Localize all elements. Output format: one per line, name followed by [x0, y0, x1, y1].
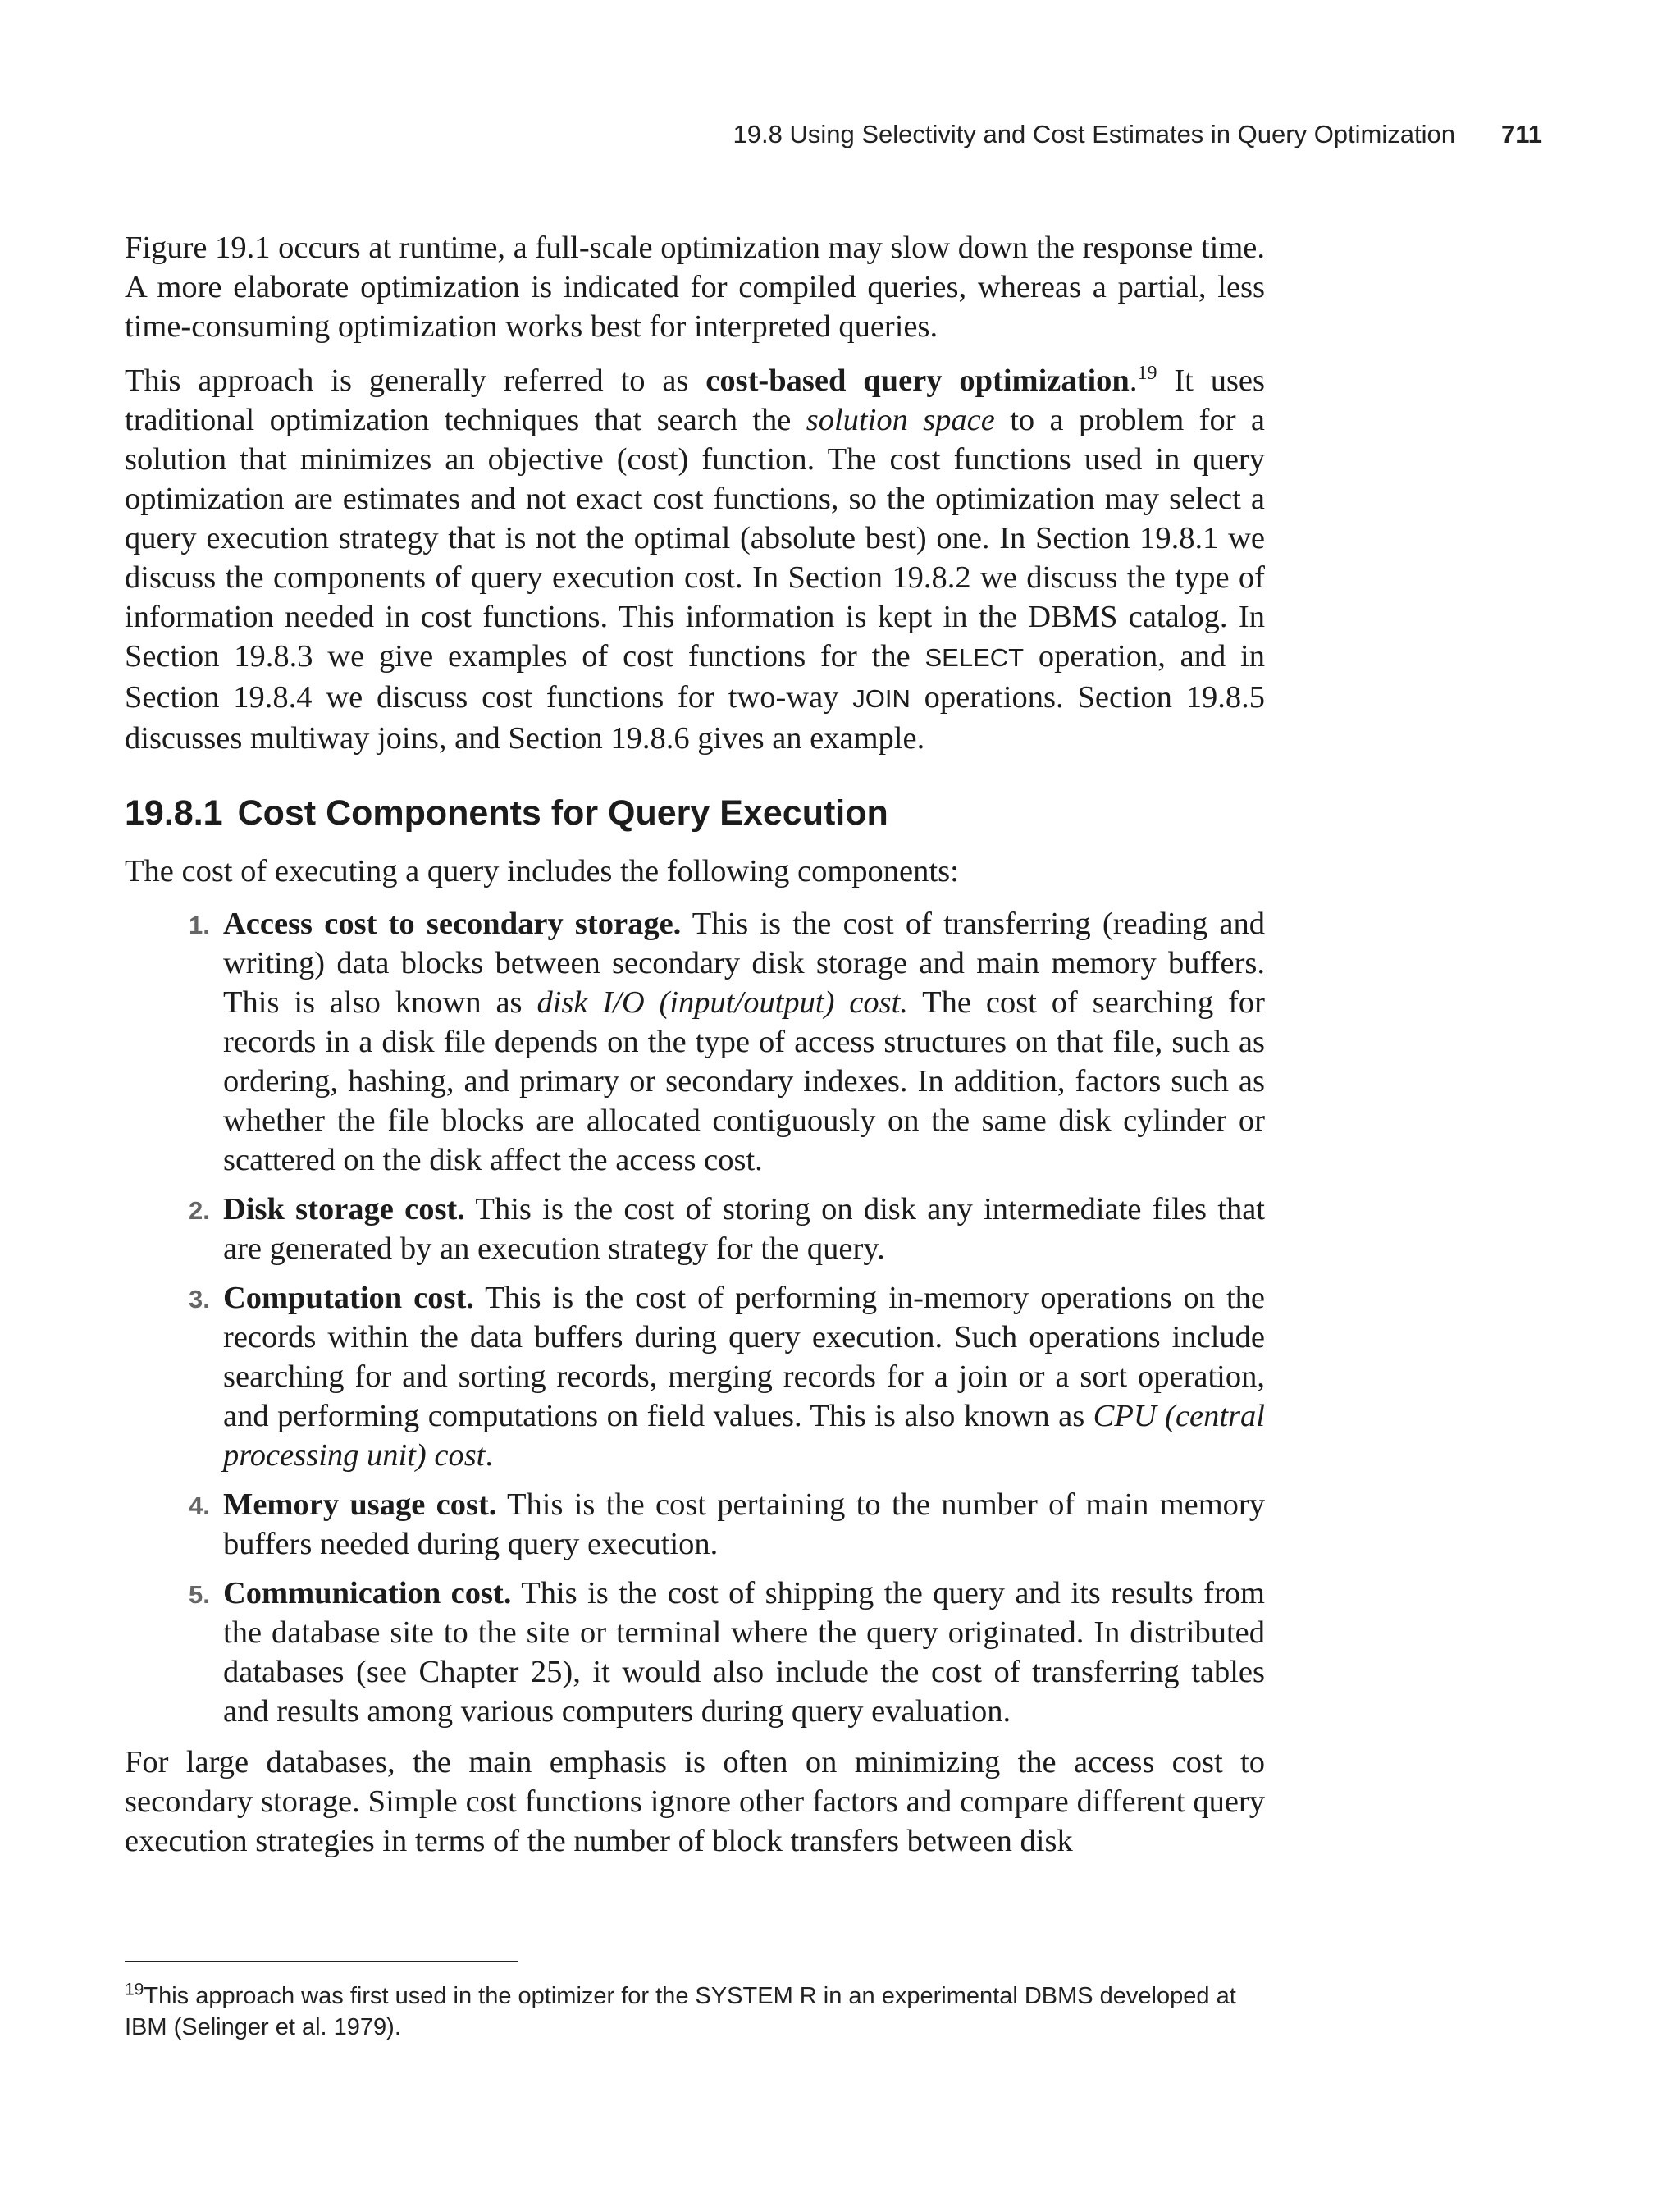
- intro-line: The cost of executing a query includes the following components:: [125, 854, 959, 889]
- item-number: 2.: [189, 1196, 210, 1225]
- item-number: 4.: [189, 1492, 210, 1520]
- closing-paragraph: For large databases, the main emphasis is often on minimizing the access cost to secondary storage. Simple cost functions ignore other factors and compare different query execution strategies in terms of the number of block transfers between disk: [125, 1745, 1265, 1858]
- emphasis: CPU (central processing unit) cost: [223, 1399, 1265, 1473]
- cost-components-list: [125, 904, 1265, 1731]
- section-title: Cost Components for Query Execution: [237, 793, 888, 833]
- footnote: [125, 1980, 1265, 2043]
- running-head: [0, 120, 1542, 149]
- running-title: 19.8 Using Selectivity and Cost Estimates in Query Optimization: [733, 120, 1455, 148]
- section-heading: [125, 793, 1265, 834]
- list-item: 2. Disk storage cost. This is the cost of storing on disk any intermediate files that are generated by an execution strategy for the query.: [189, 1192, 1265, 1266]
- list-item: 5. Communication cost. This is the cost of shipping the query and its results from the database site to the site or terminal where the query originated. In distributed databases (see Chapter 25), it would also include the cost of transferring tables and results among various computers during query evaluation.: [189, 1576, 1265, 1729]
- item-title: Communication cost.: [223, 1576, 512, 1610]
- footnote-number: 19: [125, 1980, 144, 1999]
- footnote-reference[interactable]: 19: [1137, 363, 1157, 385]
- item-title: Computation cost.: [223, 1281, 474, 1315]
- operation-name: SELECT: [924, 643, 1025, 672]
- item-number: 1.: [189, 911, 210, 939]
- item-title: Memory usage cost.: [223, 1487, 497, 1522]
- paragraph-2: This approach is generally referred to as cost-based query optimization.$^{19}$ It uses traditional optimization techniques that search the solution space to a problem for a solution that minimizes an objective (cost) function. The cost functions used in query optimization are estimates and not exact cost functions, so the optimization may select a query execution strategy that is not the optimal (absolute best) one. In Section 19.8.1 we discuss the components of query execution cost. In Section 19.8.2 we discuss the type of information needed in cost functions. This information is kept in the DBMS catalog. In Section 19.8.3 we give examples of cost functions for the SELECT operation, and in Section 19.8.4 we discuss cost functions for two-way JOIN operations. Section 19.8.5 discusses multiway joins, and Section 19.8.6 gives an example.: [125, 363, 1265, 756]
- page-number: 711: [1500, 120, 1542, 148]
- list-item: 3. Computation cost. This is the cost of performing in-memory operations on the records within the data buffers during query execution. Such operations include searching for and sorting records, merging records for a join or a sort operation, and performing computations on field values. This is also known as CPU (central processing unit) cost.: [189, 1281, 1265, 1473]
- item-title: Disk storage cost.: [223, 1192, 465, 1227]
- list-item: 1. Access cost to secondary storage. This is the cost of transferring (reading and writing) data blocks between secondary disk storage and main memory buffers. This is also known as disk I/O (input/output) cost. The cost of searching for records in a disk file depends on the type of access structures on that file, such as ordering, hashing, and primary or secondary indexes. In addition, factors such as whether the file blocks are allocated contiguously on the same disk cylinder or scattered on the disk affect the access cost.: [189, 907, 1265, 1177]
- list-item: 4. Memory usage cost. This is the cost pertaining to the number of main memory buffers needed during query execution.: [189, 1487, 1265, 1561]
- main-text: [125, 228, 1265, 1861]
- emphasis: disk I/O (input/output) cost.: [536, 985, 908, 1020]
- item-number: 3.: [189, 1285, 210, 1313]
- item-number: 5.: [189, 1580, 210, 1609]
- footnote-divider: [125, 1961, 518, 1962]
- emphasis: solution space: [806, 403, 995, 437]
- footnote-text: This approach was first used in the optimizer for the SYSTEM R in an experimental DBMS developed at IBM (Selinger et al. 1979).: [125, 1983, 1236, 2040]
- section-number: 19.8.1: [125, 793, 223, 833]
- operation-name: JOIN: [852, 684, 911, 713]
- key-term: cost-based query optimization: [705, 363, 1130, 398]
- item-title: Access cost to secondary storage.: [223, 907, 682, 941]
- paragraph-1: Figure 19.1 occurs at runtime, a full-scale optimization may slow down the response time. A more elaborate optimization is indicated for compiled queries, whereas a partial, less time-consuming optimization works best for interpreted queries.: [125, 231, 1265, 344]
